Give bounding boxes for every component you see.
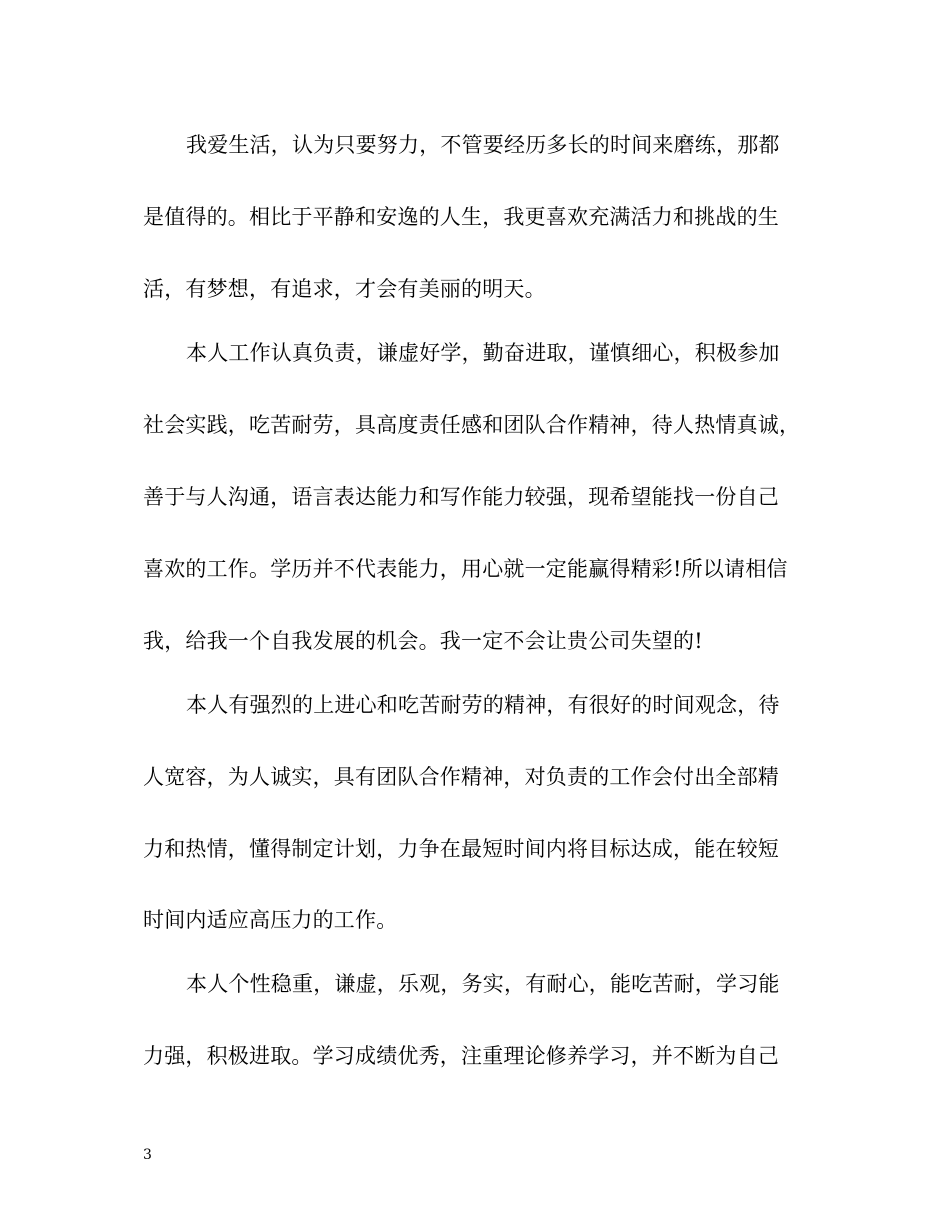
paragraph-3-line-4: 时间内适应高压力的工作。 — [143, 908, 398, 932]
paragraph-1-line-2: 是值得的。相比于平静和安逸的人生，我更喜欢充满活力和挑战的生 — [143, 205, 779, 229]
paragraph-1-line-3: 活，有梦想，有追求，才会有美丽的明天。 — [143, 277, 546, 301]
paragraph-1-line-1: 我爱生活，认为只要努力，不管要经历多长的时间来磨练，那都 — [186, 133, 780, 157]
paragraph-3-line-3: 力和热情，懂得制定计划，力争在最短时间内将目标达成，能在较短 — [143, 837, 779, 861]
paragraph-2-line-2: 社会实践，吃苦耐劳，具高度责任感和团队合作精神，待人热情真诚， — [143, 413, 801, 437]
paragraph-2-line-1: 本人工作认真负责，谦虚好学，勤奋进取，谨慎细心，积极参加 — [186, 341, 780, 365]
paragraph-3-line-1: 本人有强烈的上进心和吃苦耐劳的精神，有很好的时间观念，待 — [186, 693, 780, 717]
paragraph-4-line-1: 本人个性稳重，谦虚，乐观，务实，有耐心，能吃苦耐，学习能 — [186, 972, 780, 996]
page-number: 3 — [143, 1147, 152, 1163]
paragraph-3-line-2: 人宽容，为人诚实，具有团队合作精神，对负责的工作会付出全部精 — [143, 765, 779, 789]
paragraph-2-line-4: 喜欢的工作。学历并不代表能力，用心就一定能赢得精彩!所以请相信 — [143, 557, 788, 581]
paragraph-2-line-3: 善于与人沟通，语言表达能力和写作能力较强，现希望能找一份自己 — [143, 485, 779, 509]
paragraph-2-line-5: 我，给我一个自我发展的机会。我一定不会让贵公司失望的! — [143, 629, 703, 653]
paragraph-4-line-2: 力强，积极进取。学习成绩优秀，注重理论修养学习，并不断为自己 — [143, 1044, 779, 1068]
